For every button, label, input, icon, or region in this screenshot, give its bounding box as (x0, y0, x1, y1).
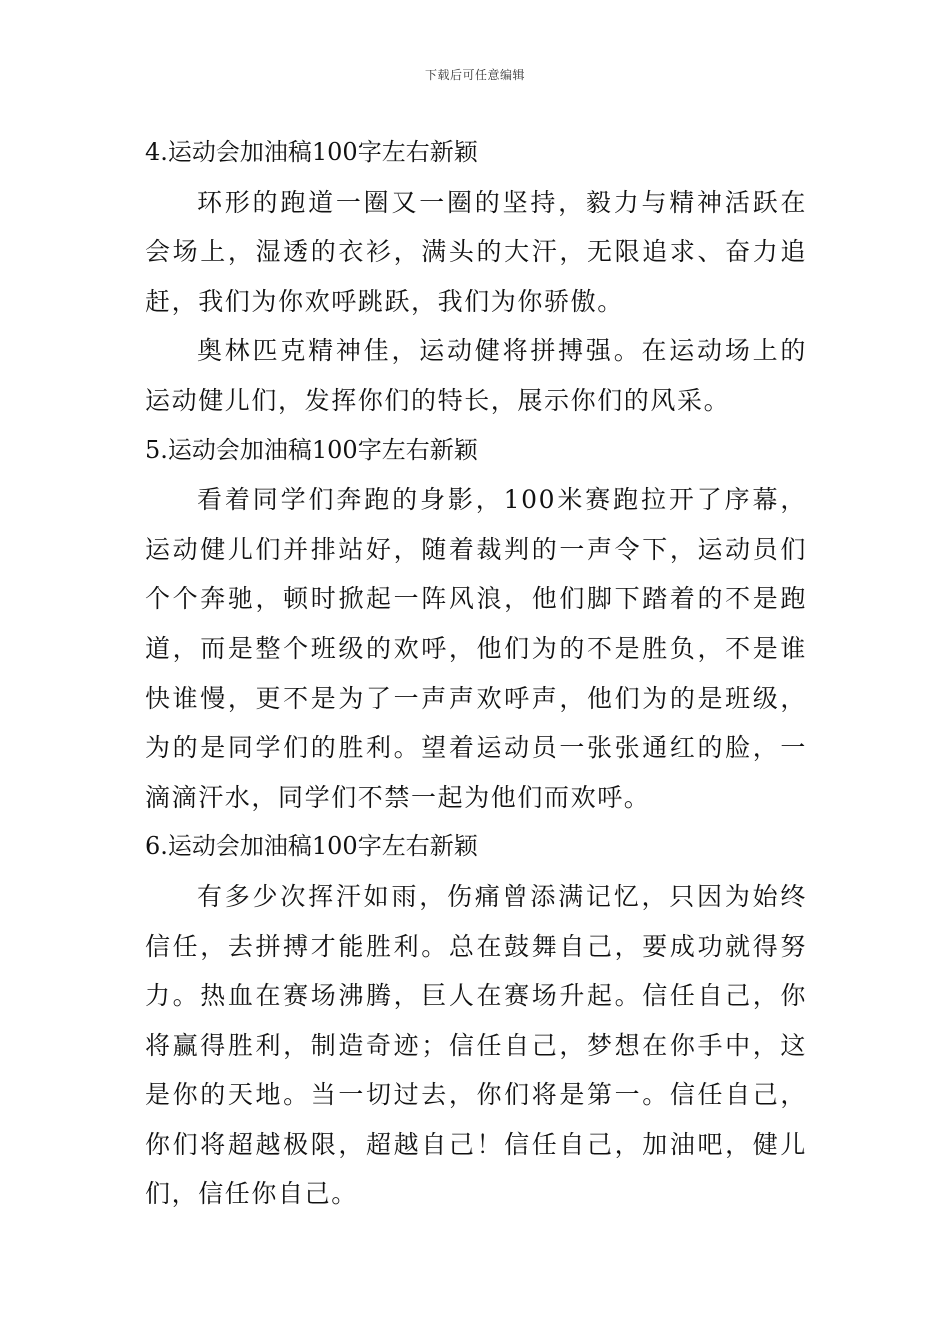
paragraph: 奥林匹克精神佳，运动健将拼搏强。在运动场上的运动健儿们，发挥你们的特长，展示你们的风采。 (145, 336, 807, 415)
section-title: 5.运动会加油稿100字左右新颖 (145, 435, 478, 464)
section-5 (145, 426, 807, 823)
document-body (145, 128, 807, 1219)
paragraph: 有多少次挥汗如雨，伤痛曾添满记忆，只因为始终信任，去拼搏才能胜利。总在鼓舞自己，要成功就得努力。热血在赛场沸腾，巨人在赛场升起。信任自己，你将赢得胜利，制造奇迹；信任自己，梦想在你手中，这是你的天地。当一切过去，你们将是第一。信任自己，你们将超越极限，超越自己！信任自己，加油吧，健儿们，信任你自己。 (145, 881, 807, 1209)
section-6 (145, 822, 807, 1219)
section-title: 4.运动会加油稿100字左右新颖 (145, 138, 478, 166)
header-note: 下载后可任意编辑 (424, 68, 525, 82)
paragraph: 环形的跑道一圈又一圈的坚持，毅力与精神活跃在会场上，湿透的衣衫，满头的大汗，无限追求、奋力追赶，我们为你欢呼跳跃，我们为你骄傲。 (145, 187, 807, 316)
section-4 (145, 128, 807, 426)
section-title: 6.运动会加油稿100字左右新颖 (145, 832, 478, 861)
paragraph: 看着同学们奔跑的身影，100米赛跑拉开了序幕，运动健儿们并排站好，随着裁判的一声令下，运动员们个个奔驰，顿时掀起一阵风浪，他们脚下踏着的不是跑道，而是整个班级的欢呼，他们为的不是胜负，不是谁快谁慢，更不是为了一声声欢呼声，他们为的是班级，为的是同学们的胜利。望着运动员一张张通红的脸，一滴滴汗水，同学们不禁一起为他们而欢呼。 (145, 485, 807, 812)
